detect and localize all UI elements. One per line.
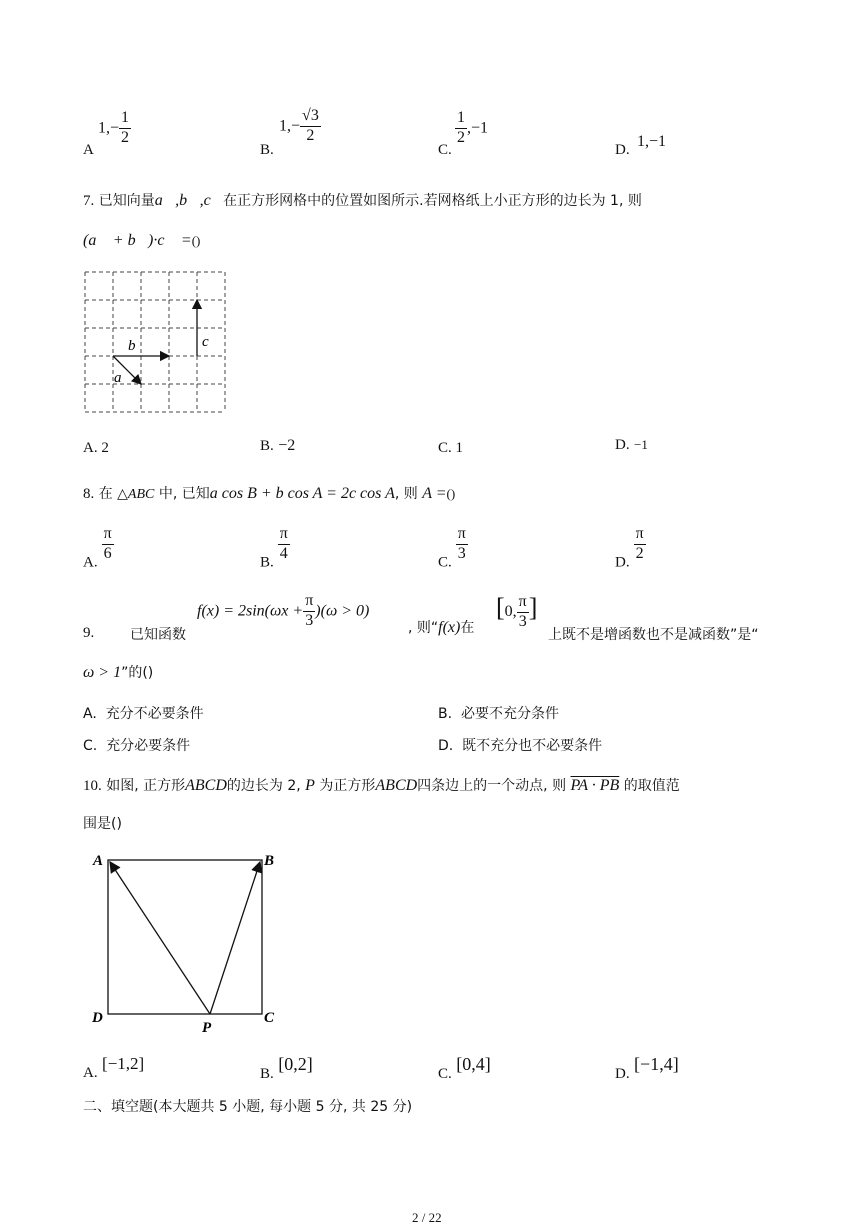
q9-number: 9. (83, 625, 95, 641)
q8-option-d: D. $\frac{\pi}{2}$ (615, 525, 644, 571)
q10-stem: 10. 如图, 正方形ABCD的边长为 2, P 为正方形ABCD四条边上的一个动点, 则 PA · PB 的取值范 (83, 777, 680, 794)
vertex-d-label: D (92, 1010, 103, 1026)
q10-option-b: B. [0,2] (260, 1054, 313, 1082)
q10-stem-line2: 围是() (83, 816, 122, 832)
q7-option-c: C. 1 (438, 440, 464, 456)
q8-option-a: A. $\frac{\pi}{6}$ (83, 525, 112, 571)
q6-option-a-value (98, 110, 131, 147)
q8-stem: 8. 在 △ABC 中, 已知a cos B + b cos A = 2c cos A, 则 A =() (83, 485, 456, 502)
vertex-b-label: B (264, 853, 275, 869)
q9-interval: [0, $\frac{\pi}{3}$ ] (496, 592, 538, 630)
q6-option-c-label: C. (438, 142, 452, 158)
square-abcd (108, 860, 262, 1014)
q10-option-a: A. [−1,2] (83, 1054, 145, 1081)
q9-text4: 上既不是增函数也不是减函数”是“ (548, 627, 759, 643)
point-p-label: P (202, 1020, 212, 1036)
q9-condition: ω > 1”的() (83, 664, 154, 681)
q9-function: f(x) = 2sin(ωx + $\frac{\pi}{3}$ )(ω > 0) (197, 592, 370, 629)
q6-b-fraction: $\frac{√3}{2}$ (302, 107, 319, 144)
vector-b-label: b⃗ (128, 338, 148, 354)
q9-option-d: D. 既不充分也不必要条件 (438, 738, 603, 754)
q10-option-c: C. [0,4] (438, 1054, 491, 1082)
page-number: 2 / 22 (412, 1210, 442, 1225)
q6-option-d-label: D. (615, 142, 630, 158)
section-2-title: 二、填空题(本大题共 5 小题, 每小题 5 分, 共 25 分) (83, 1099, 413, 1115)
vector-c-label: c⃗ (202, 334, 221, 350)
q8-option-c: C. $\frac{\pi}{3}$ (438, 525, 466, 571)
q7-grid-figure (84, 271, 226, 413)
q6-b-prefix: 1,− (279, 117, 301, 135)
q8-number: 8. (83, 486, 95, 502)
q10-option-d: D. [−1,4] (615, 1054, 679, 1082)
q7-option-d: D. −1 (615, 437, 648, 453)
vector-pb-arrow (210, 862, 260, 1014)
q10-square-figure (88, 848, 288, 1038)
vector-pa-arrow (110, 862, 210, 1014)
q6-option-b-value (279, 108, 321, 145)
q6-option-d-value: 1,−1 (637, 133, 667, 150)
q10-number: 10. (83, 778, 102, 794)
q6-a-fraction: $\frac{1}{2}$ (121, 109, 130, 146)
q7-number: 7. (83, 193, 95, 209)
q9-stem-rest: , 则“f(x)在 (408, 619, 475, 636)
q8-equation: a cos B + b cos A = 2c cos A (209, 485, 395, 502)
q9-option-c: C. 充分必要条件 (83, 738, 191, 754)
q7-option-b: B. −2 (260, 437, 296, 454)
q7-vectors: a⃗,b⃗,c⃗ (154, 192, 224, 209)
q6-option-a-label: A (83, 142, 94, 158)
q9-option-a: A. 充分不必要条件 (83, 706, 204, 722)
q7-stem: 7. 已知向量a⃗,b⃗,c⃗在正方形网格中的位置如图所示.若网格纸上小正方形的边长为 1, 则 (83, 192, 642, 209)
q7-expression: (a⃗ + b⃗)·c⃗ =() (83, 232, 201, 249)
q8-option-b: B. $\frac{\pi}{4}$ (260, 525, 288, 571)
vertex-a-label: A (93, 853, 104, 869)
q6-option-c-value (455, 110, 488, 147)
q9-text1: 已知函数 (130, 627, 186, 643)
q7-option-a: A. 2 (83, 440, 109, 456)
q9-option-b: B. 必要不充分条件 (438, 706, 559, 722)
q10-dot-product: PA · PB (570, 777, 620, 794)
vertex-c-label: C (264, 1010, 275, 1026)
q6-c-fraction: $\frac{1}{2}$ (457, 109, 465, 146)
q6-a-prefix: 1,− (98, 119, 120, 137)
q6-option-b-label: B. (260, 142, 274, 158)
vector-a-label: a⃗ (114, 370, 134, 386)
q6-c-suffix: ,−1 (467, 119, 489, 137)
